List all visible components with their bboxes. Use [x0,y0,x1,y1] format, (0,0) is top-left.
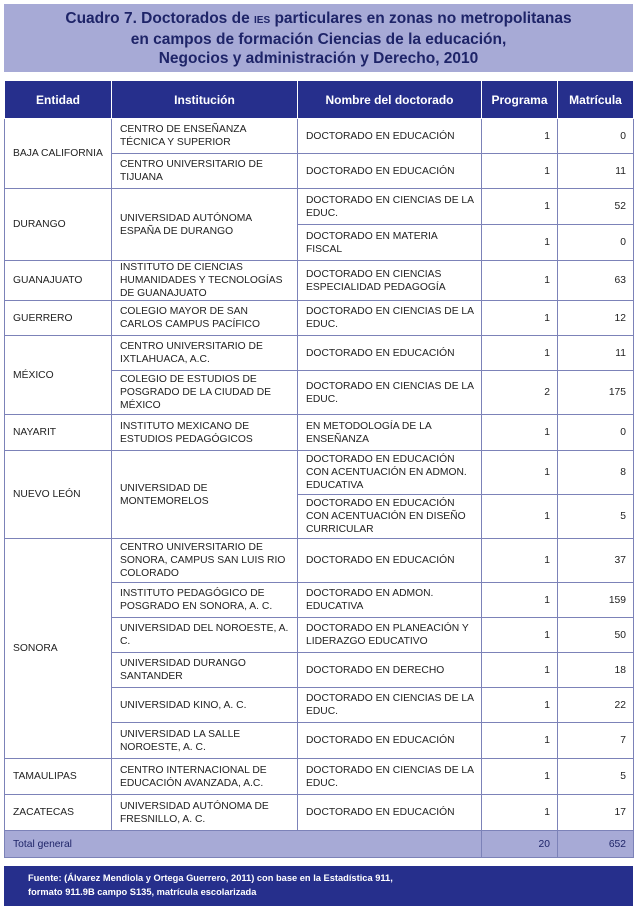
institucion-cell: UNIVERSIDAD AUTÓNOMA ESPAÑA DE DURANGO [112,189,298,261]
entidad-cell: TAMAULIPAS [5,759,112,795]
matricula-cell: 0 [558,225,634,261]
title-line-1-end: particulares en zonas no metropolitanas [270,9,572,27]
doctorado-cell: DOCTORADO EN EDUCACIÓN CON ACENTUACIÓN EN ADMON. EDUCATIVA [298,451,482,495]
institucion-cell: COLEGIO DE ESTUDIOS DE POSGRADO DE LA CIUDAD DE MÉXICO [112,371,298,415]
programa-cell: 1 [482,583,558,618]
programa-cell: 1 [482,759,558,795]
matricula-cell: 7 [558,723,634,759]
matricula-cell: 0 [558,119,634,154]
programa-cell: 1 [482,336,558,371]
table-body [5,119,634,831]
doctorado-cell: DOCTORADO EN ADMON. EDUCATIVA [298,583,482,618]
matricula-cell: 0 [558,415,634,451]
table-row [5,795,634,831]
institucion-cell: UNIVERSIDAD DEL NOROESTE, A. C. [112,618,298,653]
programa-cell: 1 [482,618,558,653]
institucion-cell: UNIVERSIDAD DURANGO SANTANDER [112,653,298,688]
entidad-cell: GUERRERO [5,301,112,336]
matricula-cell: 17 [558,795,634,831]
table-row [5,539,634,583]
entidad-cell: BAJA CALIFORNIA [5,119,112,189]
doctorado-cell: DOCTORADO EN CIENCIAS ESPECIALIDAD PEDAGOGÍA [298,261,482,301]
source-note [4,866,633,906]
institucion-cell: INSTITUTO DE CIENCIAS HUMANIDADES Y TECNOLOGÍAS DE GUANAJUATO [112,261,298,301]
doctorado-cell: DOCTORADO EN CIENCIAS DE LA EDUC. [298,189,482,225]
programa-cell: 1 [482,189,558,225]
doctorates-table [4,80,634,858]
table-row [5,261,634,301]
entidad-cell: MÉXICO [5,336,112,415]
doctorado-cell: DOCTORADO EN PLANEACIÓN Y LIDERAZGO EDUCATIVO [298,618,482,653]
institucion-cell: CENTRO UNIVERSITARIO DE TIJUANA [112,154,298,189]
matricula-cell: 5 [558,759,634,795]
entidad-cell: DURANGO [5,189,112,261]
total-row [5,831,634,858]
programa-cell: 1 [482,653,558,688]
table-row [5,301,634,336]
total-matricula: 652 [558,831,634,858]
institucion-cell: INSTITUTO MEXICANO DE ESTUDIOS PEDAGÓGICOS [112,415,298,451]
doctorado-cell: EN METODOLOGÍA DE LA ENSEÑANZA [298,415,482,451]
doctorado-cell: DOCTORADO EN EDUCACIÓN [298,539,482,583]
matricula-cell: 8 [558,451,634,495]
matricula-cell: 11 [558,336,634,371]
programa-cell: 1 [482,795,558,831]
doctorado-cell: DOCTORADO EN EDUCACIÓN [298,336,482,371]
doctorado-cell: DOCTORADO EN EDUCACIÓN [298,154,482,189]
doctorado-cell: DOCTORADO EN DERECHO [298,653,482,688]
institucion-cell: CENTRO UNIVERSITARIO DE SONORA, CAMPUS SAN LUIS RIO COLORADO [112,539,298,583]
doctorado-cell: DOCTORADO EN CIENCIAS DE LA EDUC. [298,759,482,795]
entidad-cell: NAYARIT [5,415,112,451]
table-title [4,4,633,72]
header-entidad: Entidad [5,81,112,119]
table-row [5,415,634,451]
institucion-cell: COLEGIO MAYOR DE SAN CARLOS CAMPUS PACÍFICO [112,301,298,336]
matricula-cell: 52 [558,189,634,225]
doctorado-cell: DOCTORADO EN EDUCACIÓN CON ACENTUACIÓN EN DISEÑO CURRICULAR [298,495,482,539]
programa-cell: 1 [482,301,558,336]
title-line-1 [65,9,571,30]
doctorado-cell: DOCTORADO EN CIENCIAS DE LA EDUC. [298,301,482,336]
doctorado-cell: DOCTORADO EN MATERIA FISCAL [298,225,482,261]
institucion-cell: UNIVERSIDAD KINO, A. C. [112,688,298,723]
programa-cell: 1 [482,225,558,261]
doctorado-cell: DOCTORADO EN CIENCIAS DE LA EDUC. [298,688,482,723]
header-institucion: Institución [112,81,298,119]
title-line-1-start: Cuadro 7. Doctorados de [65,9,255,27]
programa-cell: 2 [482,371,558,415]
matricula-cell: 5 [558,495,634,539]
table-row [5,189,634,225]
entidad-cell: ZACATECAS [5,795,112,831]
doctorado-cell: DOCTORADO EN EDUCACIÓN [298,723,482,759]
institucion-cell: UNIVERSIDAD DE MONTEMORELOS [112,451,298,539]
matricula-cell: 175 [558,371,634,415]
programa-cell: 1 [482,539,558,583]
doctorado-cell: DOCTORADO EN CIENCIAS DE LA EDUC. [298,371,482,415]
table-row [5,119,634,154]
institucion-cell: UNIVERSIDAD LA SALLE NOROESTE, A. C. [112,723,298,759]
programa-cell: 1 [482,723,558,759]
institucion-cell: CENTRO DE ENSEÑANZA TÉCNICA Y SUPERIOR [112,119,298,154]
header-row [5,81,634,119]
table-row [5,451,634,495]
matricula-cell: 18 [558,653,634,688]
matricula-cell: 37 [558,539,634,583]
doctorado-cell: DOCTORADO EN EDUCACIÓN [298,795,482,831]
title-line-3: Negocios y administración y Derecho, 2010 [158,49,479,67]
programa-cell: 1 [482,451,558,495]
matricula-cell: 12 [558,301,634,336]
header-doctorado: Nombre del doctorado [298,81,482,119]
total-programa: 20 [482,831,558,858]
doctorado-cell: DOCTORADO EN EDUCACIÓN [298,119,482,154]
programa-cell: 1 [482,688,558,723]
programa-cell: 1 [482,261,558,301]
entidad-cell: SONORA [5,539,112,759]
programa-cell: 1 [482,495,558,539]
institucion-cell: CENTRO UNIVERSITARIO DE IXTLAHUACA, A.C. [112,336,298,371]
institucion-cell: CENTRO INTERNACIONAL DE EDUCACIÓN AVANZADA, A.C. [112,759,298,795]
matricula-cell: 63 [558,261,634,301]
institucion-cell: INSTITUTO PEDAGÓGICO DE POSGRADO EN SONORA, A. C. [112,583,298,618]
title-ies-abbrev: IES [254,14,271,26]
matricula-cell: 50 [558,618,634,653]
matricula-cell: 22 [558,688,634,723]
programa-cell: 1 [482,154,558,189]
matricula-cell: 159 [558,583,634,618]
header-matricula: Matrícula [558,81,634,119]
header-programa: Programa [482,81,558,119]
source-line-1: Fuente: (Álvarez Mendiola y Ortega Guerrero, 2011) con base en la Estadística 911, [28,873,393,883]
source-line-2: formato 911.9B campo S135, matrícula escolarizada [28,887,257,897]
programa-cell: 1 [482,415,558,451]
table-row [5,759,634,795]
entidad-cell: NUEVO LEÓN [5,451,112,539]
programa-cell: 1 [482,119,558,154]
total-label: Total general [5,831,482,858]
institucion-cell: UNIVERSIDAD AUTÓNOMA DE FRESNILLO, A. C. [112,795,298,831]
table-row [5,336,634,371]
title-line-2: en campos de formación Ciencias de la educación, [130,30,507,48]
matricula-cell: 11 [558,154,634,189]
entidad-cell: GUANAJUATO [5,261,112,301]
